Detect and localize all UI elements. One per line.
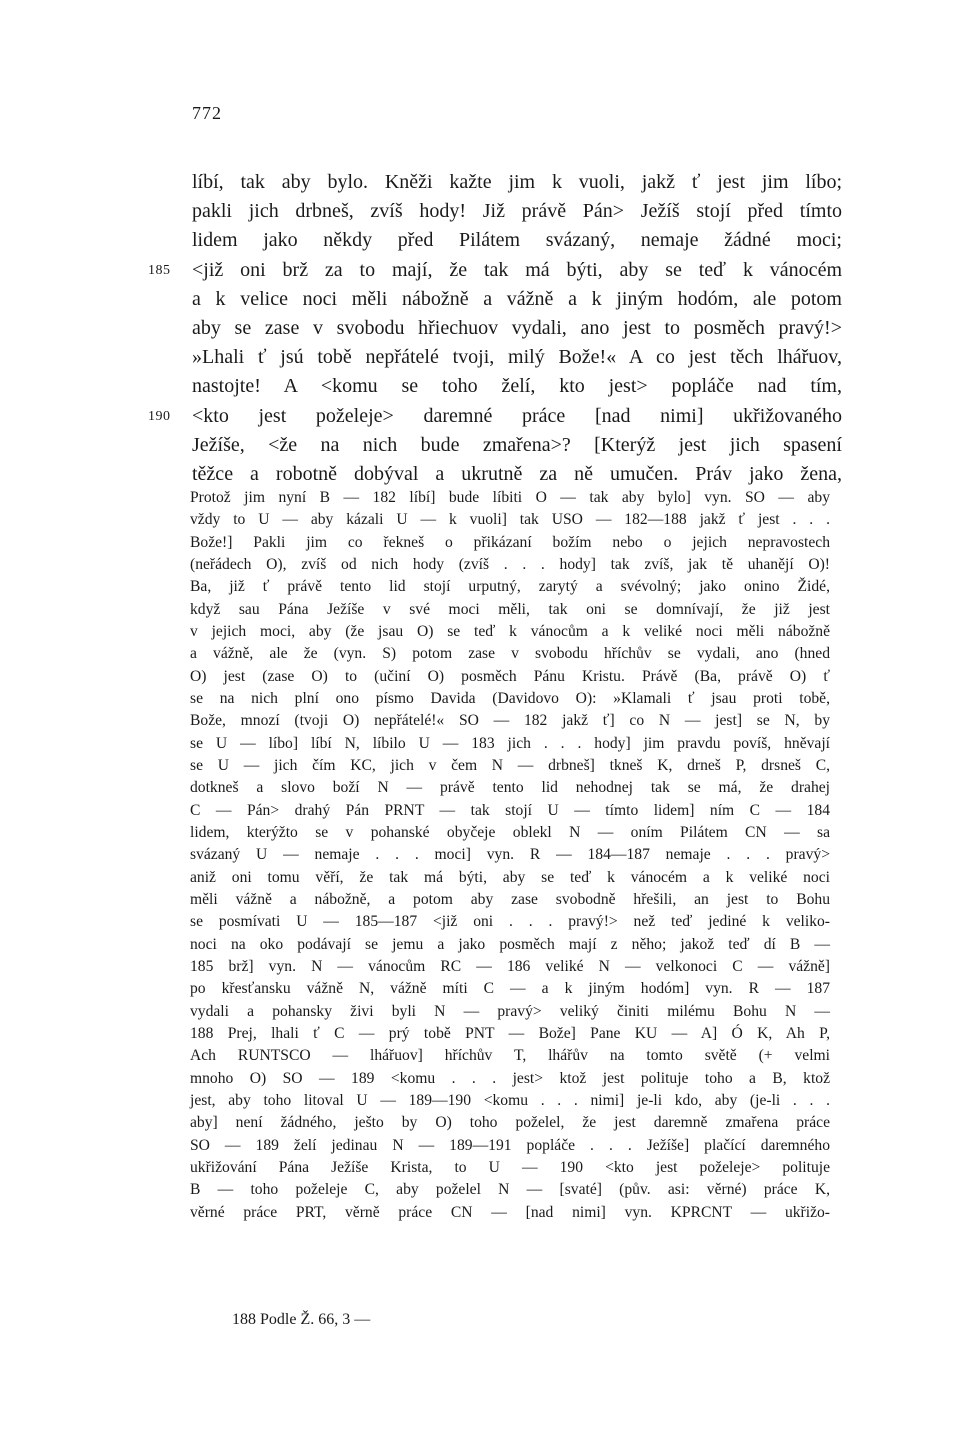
apparatus-line: vždy to U — aby kázali U — k vuoli] tak USO — 182—188 jakž ť jest . . . <box>190 511 830 529</box>
apparatus-line: měli vážně a nábožně, a potom aby zase svobodně hřešili, an jest to Bohu <box>190 890 830 908</box>
apparatus-line: (neřádech O), zvíš od nich hody (zvíš . . . hody] tak zvíš, jak tě uhanějí O)! <box>190 555 830 573</box>
apparatus-line: lidem, kterýžto se v pohanské obyčeje oblekl N — oním Pilátem CN — sa <box>190 823 830 841</box>
main-text-line <box>192 460 842 489</box>
apparatus-line: se U — líbo] líbí N, líbilo U — 183 jich . . . hody] jim pravdu povíš, hněvají <box>190 734 830 752</box>
apparatus-line: a vážně, ale že (vyn. S) potom zase v svobodu hříchův se vydali, ano (hned <box>190 645 830 663</box>
apparatus-line: 188 Prej, lhali ť C — prý tobě PNT — Bože] Pane KU — A] Ó K, Ah P, <box>190 1024 830 1042</box>
footnote: 188 Podle Ž. 66, 3 — <box>232 1311 371 1328</box>
main-text-content: <kto jest poželeje> daremné práce [nad nimi] ukřižovaného <box>192 404 842 427</box>
main-text-content: Ježíše, <že na nich bude zmařena>? [Kterýž jest jich spasení <box>192 433 842 456</box>
apparatus-line: noci na oko podávají se jemu a jako posměch mají z něho; jakož teď dí B — <box>190 935 830 953</box>
apparatus-line: Ba, již ť právě tento lid stojí urputný, zarytý a svévolný; jako onino Židé, <box>190 578 830 596</box>
apparatus-line: věrné práce PRT, věrně práce CN — [nad nimi] vyn. KPRCNT — ukřižo- <box>190 1203 830 1221</box>
main-text-line <box>192 285 842 314</box>
main-text-line <box>192 197 842 226</box>
apparatus-line: O) jest (zase O) to (učiní O) posměch Pánu Kristu. Právě (Ba, právě O) ť <box>190 667 830 685</box>
main-text-line <box>192 168 842 197</box>
apparatus-line: v jejich moci, aby (že jsau O) se teď k vánocům a k veliké noci měli nábožně <box>190 622 830 640</box>
apparatus-line: Bože!] Pakli jim co řekneš o přikázaní božím nebo o jejich nepravostech <box>190 533 830 551</box>
apparatus-line: dotkneš a slovo boží N — právě tento lid nehodnej tak se má, že drahej <box>190 779 830 797</box>
apparatus-line: se posmívati U — 185—187 <již oni . . . pravý!> než teď jediné k veliko- <box>190 913 830 931</box>
main-text-line <box>192 226 842 255</box>
apparatus-line: po křesťansku vážně N, vážně míti C — a k jiným hodóm] vyn. R — 187 <box>190 980 830 998</box>
apparatus-line: SO — 189 želí jedinau N — 189—191 popláče . . . Ježíše] plačící daremného <box>190 1136 830 1154</box>
main-text-content: <již oni brž za to mají, že tak má býti, aby se teď k vánocém <box>192 258 842 281</box>
apparatus-line: Protož jim nyní B — 182 líbí] bude líbiti O — tak aby bylo] vyn. SO — aby <box>190 489 830 506</box>
main-text-content: aby se zase v svobodu hřiechuov vydali, ano jest to posměch pravý!> <box>192 316 842 339</box>
apparatus-line: C — Pán> drahý Pán PRNT — tak stojí U — tímto lidem] ním C — 184 <box>190 801 830 819</box>
apparatus-line: jest, aby toho litoval U — 189—190 <komu . . . nimi] je-li kdo, aby (je-li . . . <box>190 1091 830 1109</box>
main-text-content: pakli jich drbneš, zvíš hody! Již právě Pán> Ježíš stojí před tímto <box>192 200 842 223</box>
apparatus-line: mnoho O) SO — 189 <komu . . . jest> ktož jest polituje toho a B, ktož <box>190 1069 830 1087</box>
apparatus-line: aniž oni tomu věří, že tak má býti, aby se teď k vánocém a k veliké noci <box>190 868 830 886</box>
apparatus-line: 185 brž] vyn. N — vánocům RC — 186 veliké N — velkonoci C — vážně] <box>190 957 830 975</box>
main-text-line <box>192 314 842 343</box>
main-text-content: a k velice noci měli nábožně a vážně a k jiným hodóm, ale potom <box>192 287 842 310</box>
main-text-content: těžce a robotně dobýval a ukrutně za ně umučen. Práv jako žena, <box>192 462 842 485</box>
apparatus-line: se U — jich čím KC, jich v čem N — drbneš] tkneš K, drneš P, drsneš C, <box>190 756 830 774</box>
main-text-content: lidem jako někdy před Pilátem svázaný, nemaje žádné moci; <box>192 229 842 252</box>
apparatus-line: ukřižování Pána Ježíše Krista, to U — 190 <kto jest poželeje> polituje <box>190 1158 830 1176</box>
apparatus-line: když sau Pána Ježíše v své moci měli, tak oni se domnívají, že již jest <box>190 600 830 618</box>
main-text-line <box>148 402 842 431</box>
critical-apparatus <box>190 487 830 1224</box>
apparatus-line: vydali a pohansky živi byli N — pravý> veliký činiti milému Bohu N — <box>190 1002 830 1020</box>
apparatus-line: aby] není žádného, ješto by O) toho poželel, že jest daremně zmařena práce <box>190 1114 830 1132</box>
apparatus-line: Ach RUNTSCO — lhářuov] hříchův T, lhářův na tomto světě (+ velmi <box>190 1047 830 1065</box>
apparatus-line: Bože, mnozí (tvoji O) nepřátelé!« SO — 182 jakž ť] co N — jest] se N, by <box>190 712 830 730</box>
main-text-line <box>192 343 842 372</box>
main-text-content: »Lhali ť jsú tobě nepřátelé tvoji, milý Bože!« A co jest těch lhářuov, <box>192 346 842 369</box>
line-number: 185 <box>148 262 171 278</box>
main-text-block <box>148 168 842 489</box>
apparatus-line: B — toho poželeje C, aby poželel N — [svaté] (pův. asi: věrné) práce K, <box>190 1181 830 1199</box>
page-number: 772 <box>192 103 222 123</box>
main-text-line <box>148 256 842 285</box>
line-number: 190 <box>148 408 171 424</box>
apparatus-line: svázaný U — nemaje . . . moci] vyn. R — 184—187 nemaje . . . pravý> <box>190 846 830 864</box>
main-text-content: líbí, tak aby bylo. Kněži kažte jim k vuoli, jakž ť jest jim líbo; <box>192 171 842 193</box>
main-text-content: nastojte! A <komu se toho želí, kto jest> popláče nad tím, <box>192 375 842 398</box>
main-text-line <box>192 372 842 401</box>
apparatus-line: se na nich plní ono písmo Davida (Davidovo O): »Klamali ť jsau proti tobě, <box>190 689 830 707</box>
main-text-line <box>192 431 842 460</box>
